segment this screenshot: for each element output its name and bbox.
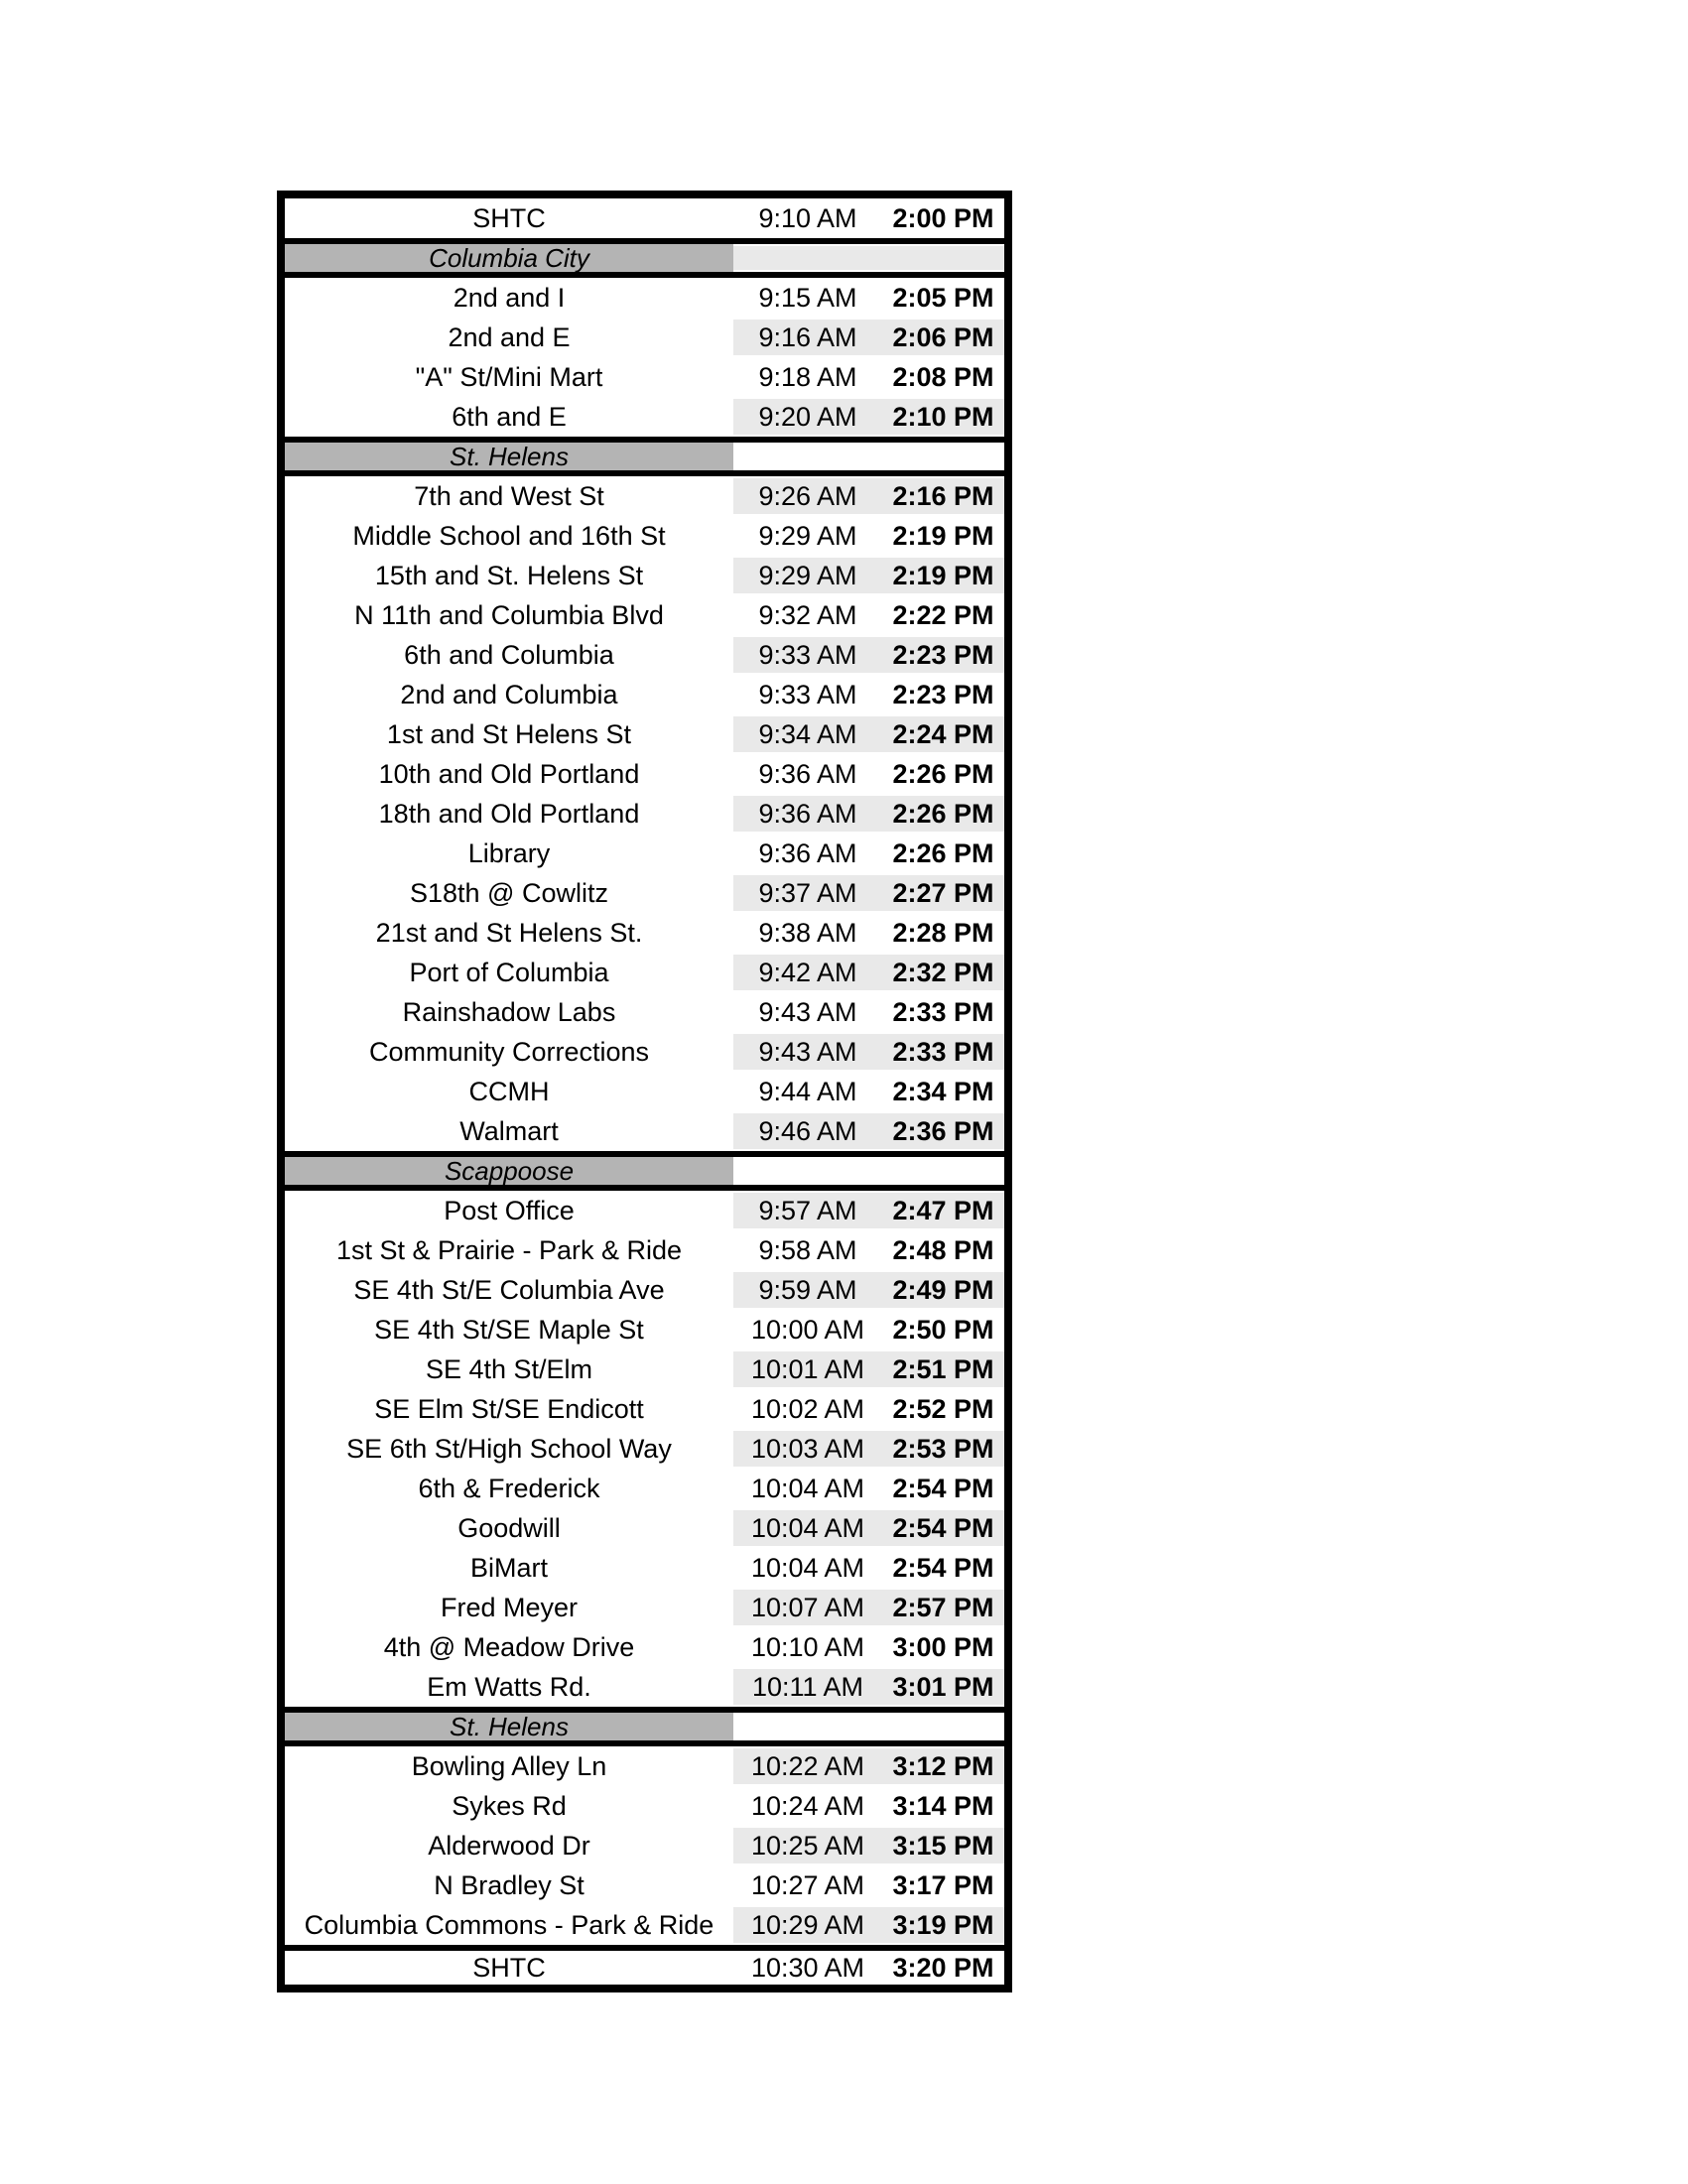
am-time: 10:22 AM [750, 1750, 865, 1781]
times-band [733, 1905, 1004, 1945]
pm-time: 2:47 PM [892, 1195, 994, 1225]
am-time: 9:46 AM [758, 1115, 857, 1146]
pm-time: 3:14 PM [892, 1790, 994, 1821]
pm-time: 3:19 PM [892, 1909, 994, 1940]
stop-name: 4th @ Meadow Drive [383, 1631, 635, 1662]
pm-time: 2:34 PM [892, 1076, 994, 1106]
stop-name: N Bradley St [434, 1869, 584, 1900]
stop-row [285, 1469, 1004, 1508]
times-band [733, 1627, 1004, 1667]
times-band [733, 357, 1004, 397]
times-band [733, 873, 1004, 913]
stop-row [285, 1548, 1004, 1588]
am-time: 9:43 AM [758, 996, 857, 1027]
am-time: 9:59 AM [758, 1274, 857, 1305]
pm-time: 3:01 PM [892, 1671, 994, 1702]
pm-time: 3:20 PM [892, 1952, 994, 1983]
stop-name: 21st and St Helens St. [375, 917, 643, 948]
times-band [733, 556, 1004, 595]
am-time: 10:03 AM [750, 1433, 865, 1464]
am-time: 9:44 AM [758, 1076, 857, 1106]
times-band [733, 1508, 1004, 1548]
pm-time: 2:27 PM [892, 877, 994, 908]
pm-time: 2:57 PM [892, 1592, 994, 1622]
stop-name: Em Watts Rd. [427, 1671, 591, 1702]
stop-name: Bowling Alley Ln [411, 1750, 607, 1781]
stop-row [285, 635, 1004, 675]
times-band [733, 1389, 1004, 1429]
am-time: 9:38 AM [758, 917, 857, 948]
section-header-row [285, 1151, 1004, 1191]
times-band [733, 1111, 1004, 1151]
stop-row [285, 754, 1004, 794]
stop-name: Port of Columbia [409, 957, 609, 987]
times-band [733, 1865, 1004, 1905]
stop-row [285, 1905, 1004, 1945]
times-band [733, 754, 1004, 794]
stop-name: SE 6th St/High School Way [346, 1433, 672, 1464]
am-time: 9:26 AM [758, 480, 857, 511]
stop-name: 7th and West St [414, 480, 604, 511]
stop-name: Library [467, 837, 551, 868]
stop-row [285, 1349, 1004, 1389]
pm-time: 2:51 PM [892, 1353, 994, 1384]
stop-name: SE 4th St/Elm [425, 1353, 593, 1384]
times-band [733, 1270, 1004, 1310]
times-band [733, 397, 1004, 437]
stop-row [285, 1588, 1004, 1627]
times-band [733, 516, 1004, 556]
pm-time: 2:36 PM [892, 1115, 994, 1146]
times-band [733, 714, 1004, 754]
am-time: 10:11 AM [751, 1671, 864, 1702]
times-band [733, 476, 1004, 516]
am-time: 10:29 AM [750, 1909, 865, 1940]
stop-name: Walmart [459, 1115, 559, 1146]
am-time: 10:07 AM [750, 1592, 865, 1622]
stop-name: Community Corrections [368, 1036, 650, 1067]
pm-time: 2:33 PM [892, 1036, 994, 1067]
am-time: 9:37 AM [758, 877, 857, 908]
pm-time: 2:33 PM [892, 996, 994, 1027]
am-time: 9:18 AM [758, 361, 857, 392]
stop-name: S18th @ Cowlitz [410, 877, 608, 908]
am-time: 9:33 AM [758, 639, 857, 670]
am-time: 10:10 AM [750, 1631, 865, 1662]
times-band [733, 953, 1004, 992]
am-time: 10:02 AM [750, 1393, 865, 1424]
stop-row [285, 794, 1004, 834]
times-band [733, 1713, 1004, 1740]
pm-time: 2:26 PM [892, 798, 994, 829]
pm-time: 2:54 PM [892, 1512, 994, 1543]
stop-row [285, 278, 1004, 318]
stop-name: 15th and St. Helens St [374, 560, 644, 590]
am-time: 9:20 AM [758, 401, 857, 432]
pm-time: 2:19 PM [892, 560, 994, 590]
pm-time: 2:23 PM [892, 639, 994, 670]
stop-row [285, 953, 1004, 992]
stop-name: SE 4th St/SE Maple St [374, 1314, 644, 1345]
section-name: Scappoose [285, 1157, 733, 1185]
am-time: 10:01 AM [750, 1353, 865, 1384]
am-time: 9:36 AM [758, 798, 857, 829]
times-band [733, 1349, 1004, 1389]
times-band [733, 675, 1004, 714]
pm-time: 2:54 PM [892, 1552, 994, 1583]
pm-time: 2:53 PM [892, 1433, 994, 1464]
am-time: 10:30 AM [750, 1952, 865, 1983]
schedule-table [277, 191, 1012, 1992]
am-time: 10:27 AM [750, 1869, 865, 1900]
pm-time: 2:49 PM [892, 1274, 994, 1305]
stop-name: Rainshadow Labs [402, 996, 616, 1027]
am-time: 9:29 AM [758, 560, 857, 590]
am-time: 9:58 AM [758, 1234, 857, 1265]
times-band [733, 992, 1004, 1032]
pm-time: 2:26 PM [892, 758, 994, 789]
stop-name: N 11th and Columbia Blvd [354, 599, 664, 630]
section-header-row [285, 238, 1004, 278]
am-time: 10:04 AM [750, 1473, 865, 1503]
pm-time: 2:24 PM [892, 718, 994, 749]
am-time: 9:15 AM [758, 282, 857, 313]
times-band [733, 1469, 1004, 1508]
am-time: 9:29 AM [758, 520, 857, 551]
stop-row [285, 714, 1004, 754]
stop-row [285, 1270, 1004, 1310]
stop-name: SHTC [472, 202, 546, 233]
stop-name: 18th and Old Portland [378, 798, 640, 829]
stop-row [285, 1945, 1004, 1985]
stop-name: Columbia Commons - Park & Ride [304, 1909, 714, 1940]
times-band [733, 635, 1004, 675]
pm-time: 2:08 PM [892, 361, 994, 392]
am-time: 9:10 AM [758, 202, 857, 233]
stop-row [285, 834, 1004, 873]
pm-time: 3:15 PM [892, 1830, 994, 1861]
stop-name: CCMH [468, 1076, 550, 1106]
pm-time: 2:22 PM [892, 599, 994, 630]
section-name: St. Helens [285, 443, 733, 470]
times-band [733, 244, 1004, 272]
pm-time: 2:06 PM [892, 321, 994, 352]
times-band [733, 595, 1004, 635]
stop-row [285, 675, 1004, 714]
stop-row [285, 1230, 1004, 1270]
pm-time: 2:16 PM [892, 480, 994, 511]
stop-name: 6th and Columbia [404, 639, 614, 670]
stop-row [285, 198, 1004, 238]
stop-row [285, 357, 1004, 397]
times-band [733, 1429, 1004, 1469]
times-band [733, 278, 1004, 318]
am-time: 10:04 AM [750, 1552, 865, 1583]
am-time: 10:24 AM [750, 1790, 865, 1821]
times-band [733, 1310, 1004, 1349]
stop-row [285, 1389, 1004, 1429]
stop-name: 6th & Frederick [418, 1473, 600, 1503]
stop-row [285, 1072, 1004, 1111]
pm-time: 2:50 PM [892, 1314, 994, 1345]
times-band [733, 1667, 1004, 1707]
stop-name: BiMart [469, 1552, 548, 1583]
stop-name: Goodwill [457, 1512, 561, 1543]
stop-name: Fred Meyer [440, 1592, 579, 1622]
stop-row [285, 318, 1004, 357]
pm-time: 2:48 PM [892, 1234, 994, 1265]
stop-row [285, 1627, 1004, 1667]
am-time: 9:32 AM [758, 599, 857, 630]
stop-row [285, 1826, 1004, 1865]
times-band [733, 1032, 1004, 1072]
pm-time: 2:05 PM [892, 282, 994, 313]
pm-time: 2:52 PM [892, 1393, 994, 1424]
am-time: 9:36 AM [758, 837, 857, 868]
stop-name: Post Office [444, 1195, 575, 1225]
pm-time: 2:23 PM [892, 679, 994, 709]
pm-time: 2:28 PM [892, 917, 994, 948]
pm-time: 2:26 PM [892, 837, 994, 868]
pm-time: 3:17 PM [892, 1869, 994, 1900]
stop-row [285, 516, 1004, 556]
stop-name: 6th and E [452, 401, 567, 432]
times-band [733, 1826, 1004, 1865]
pm-time: 3:12 PM [892, 1750, 994, 1781]
stop-name: 2nd and E [448, 321, 571, 352]
am-time: 9:43 AM [758, 1036, 857, 1067]
stop-row [285, 1786, 1004, 1826]
stop-name: Alderwood Dr [428, 1830, 590, 1861]
am-time: 9:36 AM [758, 758, 857, 789]
stop-name: 1st and St Helens St [386, 718, 632, 749]
times-band [733, 1191, 1004, 1230]
stop-name: 10th and Old Portland [378, 758, 640, 789]
stop-row [285, 1310, 1004, 1349]
times-band [733, 1588, 1004, 1627]
am-time: 9:42 AM [758, 957, 857, 987]
am-time: 10:04 AM [750, 1512, 865, 1543]
am-time: 9:34 AM [758, 718, 857, 749]
pm-time: 2:10 PM [892, 401, 994, 432]
pm-time: 2:00 PM [892, 202, 994, 233]
am-time: 10:25 AM [750, 1830, 865, 1861]
stop-row [285, 595, 1004, 635]
stop-name: 2nd and Columbia [400, 679, 618, 709]
times-band [733, 443, 1004, 470]
stop-name: 2nd and I [453, 282, 566, 313]
times-band [733, 1786, 1004, 1826]
times-band [733, 1951, 1004, 1985]
stop-name: SE Elm St/SE Endicott [374, 1393, 644, 1424]
times-band [733, 1157, 1004, 1185]
times-band [733, 913, 1004, 953]
pm-time: 2:19 PM [892, 520, 994, 551]
section-header-row [285, 1707, 1004, 1746]
section-name: St. Helens [285, 1713, 733, 1740]
section-header-row [285, 437, 1004, 476]
stop-row [285, 397, 1004, 437]
times-band [733, 1230, 1004, 1270]
am-time: 10:00 AM [750, 1314, 865, 1345]
stop-name: "A" St/Mini Mart [415, 361, 603, 392]
pm-time: 2:54 PM [892, 1473, 994, 1503]
stop-name: Sykes Rd [452, 1790, 567, 1821]
stop-row [285, 913, 1004, 953]
times-band [733, 1746, 1004, 1786]
stop-name: Middle School and 16th St [352, 520, 666, 551]
stop-row [285, 1429, 1004, 1469]
times-band [733, 1072, 1004, 1111]
stop-row [285, 1865, 1004, 1905]
section-name: Columbia City [285, 244, 733, 272]
stop-row [285, 1667, 1004, 1707]
times-band [733, 1548, 1004, 1588]
stop-row [285, 1191, 1004, 1230]
times-band [733, 318, 1004, 357]
stop-name: SE 4th St/E Columbia Ave [353, 1274, 665, 1305]
stop-name: SHTC [472, 1952, 546, 1983]
pm-time: 3:00 PM [892, 1631, 994, 1662]
stop-row [285, 1508, 1004, 1548]
times-band [733, 794, 1004, 834]
times-band [733, 198, 1004, 238]
pm-time: 2:32 PM [892, 957, 994, 987]
stop-row [285, 1111, 1004, 1151]
stop-name: 1st St & Prairie - Park & Ride [335, 1234, 683, 1265]
am-time: 9:57 AM [758, 1195, 857, 1225]
am-time: 9:16 AM [758, 321, 857, 352]
stop-row [285, 1746, 1004, 1786]
times-band [733, 834, 1004, 873]
am-time: 9:33 AM [758, 679, 857, 709]
stop-row [285, 1032, 1004, 1072]
stop-row [285, 873, 1004, 913]
stop-row [285, 992, 1004, 1032]
stop-row [285, 556, 1004, 595]
stop-row [285, 476, 1004, 516]
